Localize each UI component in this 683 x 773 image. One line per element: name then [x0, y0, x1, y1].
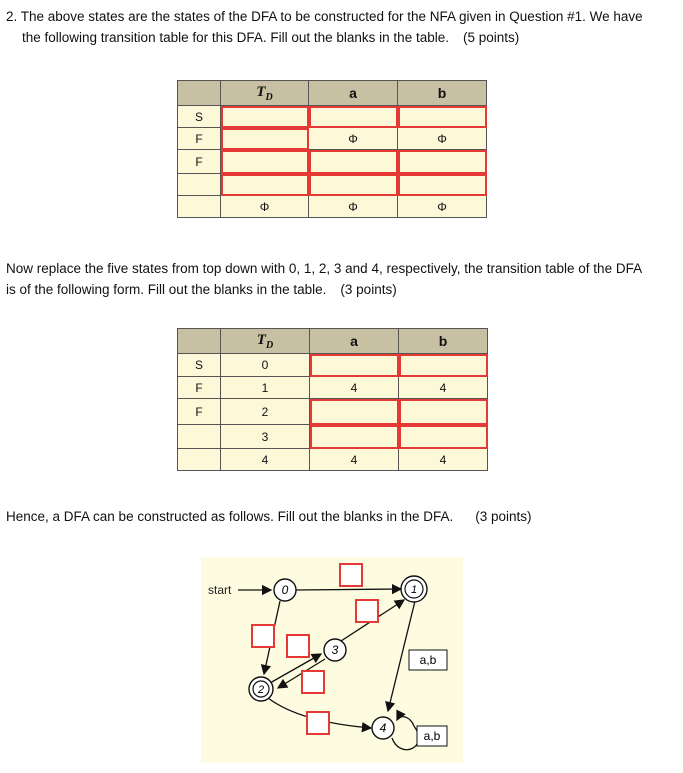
table2-flag-cell: S: [178, 354, 221, 377]
blank-box-edge-3-2[interactable]: [302, 671, 324, 693]
svg-text:4: 4: [379, 721, 387, 735]
table2-state-cell: 3: [221, 425, 310, 449]
table2-header-td: $T_D$: [221, 329, 310, 354]
table1-cell: Φ: [221, 196, 309, 218]
edge-0-1: [296, 589, 401, 590]
table1-flag-cell: F: [178, 150, 221, 174]
table2-state-cell: 0: [221, 354, 310, 377]
table1-header-td: $T_D$: [221, 81, 309, 106]
loop-label-4: [417, 726, 447, 746]
table2-flag-cell: F: [178, 377, 221, 399]
svg-text:2: 2: [257, 684, 265, 696]
table2-state-cell: 4: [221, 449, 310, 471]
table1-flag-cell: S: [178, 106, 221, 128]
question-line-2: the following transition table for this DFA. Fill out the blanks in the table.: [22, 30, 449, 45]
svg-text:a,b: a,b: [423, 729, 441, 743]
table2-cell: 4: [399, 449, 488, 471]
question-points: (5 points): [462, 30, 520, 45]
loop-label-1: [409, 650, 447, 670]
section3-points: (3 points): [475, 509, 532, 524]
state-0: [274, 579, 296, 601]
blank-box-edge-2-4[interactable]: [307, 712, 329, 734]
state-3: [324, 639, 346, 661]
blank-box-edge-3-1[interactable]: [356, 600, 378, 622]
table2-cell: 4: [399, 377, 488, 399]
table2-header-b: b: [399, 329, 488, 354]
svg-text:a,b: a,b: [419, 653, 437, 667]
svg-text:3: 3: [331, 643, 339, 657]
table2-flag-cell: F: [178, 399, 221, 425]
state-1: [401, 576, 427, 602]
section2-points: (3 points): [340, 282, 397, 297]
table2-header-a: a: [310, 329, 399, 354]
table1-flag-cell: F: [178, 128, 221, 150]
state-2: [249, 677, 273, 701]
table2-cell: 4: [310, 449, 399, 471]
table2-state-cell: 2: [221, 399, 310, 425]
section2-line-1: Now replace the five states from top down with 0, 1, 2, 3 and 4, respectively, the transition table of the DFA: [6, 261, 643, 276]
question-line-1: 2. The above states are the states of the DFA to be constructed for the NFA given in Question #1. We have: [6, 9, 643, 24]
svg-text:1: 1: [410, 584, 418, 596]
table1-cell: Φ: [398, 128, 487, 150]
svg-text:0: 0: [281, 583, 289, 597]
table2-cell: 4: [310, 377, 399, 399]
table1-header-b: b: [398, 81, 487, 106]
start-label: start: [208, 583, 232, 597]
table2-state-cell: 1: [221, 377, 310, 399]
section3-line: Hence, a DFA can be constructed as follows. Fill out the blanks in the DFA.: [6, 509, 454, 524]
table1-cell: Φ: [309, 196, 398, 218]
table1-cell: Φ: [309, 128, 398, 150]
blank-box-edge-2-3[interactable]: [287, 635, 309, 657]
section2-line-2: is of the following form. Fill out the blanks in the table.: [6, 282, 327, 297]
loop-4: [392, 717, 419, 750]
table1-cell: Φ: [398, 196, 487, 218]
blank-box-edge-0-2[interactable]: [252, 625, 274, 647]
state-4: [372, 717, 394, 739]
table1-header-a: a: [309, 81, 398, 106]
blank-box-edge-0-1[interactable]: [340, 564, 362, 586]
